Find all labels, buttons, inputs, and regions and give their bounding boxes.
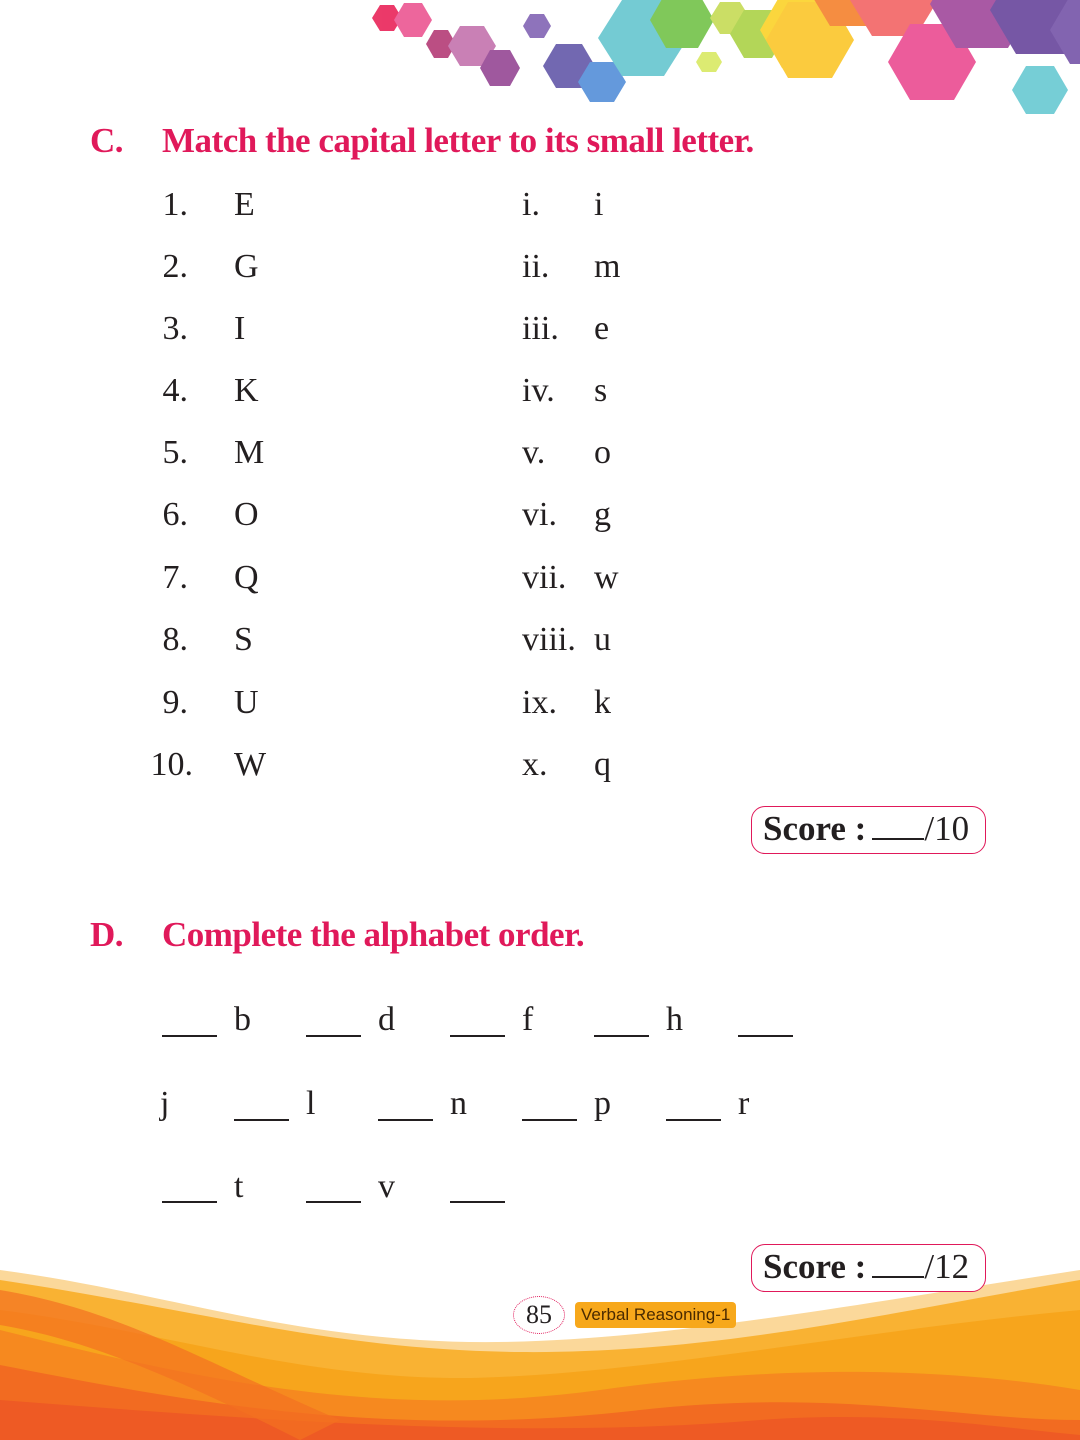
answer-blank[interactable] <box>162 1035 217 1037</box>
given-letter: l <box>306 1085 316 1122</box>
given-letter: n <box>450 1085 467 1122</box>
score-label: Score : <box>763 809 867 848</box>
given-letter: v <box>378 1168 395 1205</box>
roman-numeral: ii. <box>522 248 550 285</box>
row-number: 10. <box>150 746 193 783</box>
book-title-badge: Verbal Reasoning-1 <box>575 1302 736 1328</box>
page-number: 85 <box>513 1296 565 1334</box>
capital-letter: E <box>234 186 255 223</box>
answer-blank[interactable] <box>666 1119 721 1121</box>
small-letter: u <box>594 621 611 658</box>
given-letter: t <box>234 1168 244 1205</box>
capital-letter: G <box>234 248 259 285</box>
given-letter: f <box>522 1001 534 1038</box>
answer-blank[interactable] <box>738 1035 793 1037</box>
row-number: 8. <box>162 621 188 658</box>
roman-numeral: viii. <box>522 621 576 658</box>
row-number: 6. <box>162 496 188 533</box>
capital-letter: O <box>234 496 259 533</box>
section-d-letter: D. <box>90 915 124 954</box>
capital-letter: M <box>234 434 265 471</box>
section-c-title: Match the capital letter to its small letter. <box>162 121 754 160</box>
given-letter: j <box>160 1085 170 1122</box>
small-letter: w <box>594 559 619 596</box>
roman-numeral: iii. <box>522 310 559 347</box>
answer-blank[interactable] <box>306 1035 361 1037</box>
row-number: 5. <box>162 434 188 471</box>
given-letter: p <box>594 1085 611 1122</box>
score-box-c <box>751 806 986 854</box>
score-blank[interactable] <box>872 1246 924 1278</box>
small-letter: m <box>594 248 621 285</box>
score-total: /10 <box>924 809 970 848</box>
answer-blank[interactable] <box>522 1119 577 1121</box>
small-letter: q <box>594 746 611 783</box>
given-letter: h <box>666 1001 683 1038</box>
small-letter: k <box>594 684 611 721</box>
small-letter: g <box>594 496 611 533</box>
capital-letter: U <box>234 684 259 721</box>
row-number: 2. <box>162 248 188 285</box>
answer-blank[interactable] <box>306 1201 361 1203</box>
capital-letter: W <box>234 746 267 783</box>
answer-blank[interactable] <box>450 1035 505 1037</box>
answer-blank[interactable] <box>162 1201 217 1203</box>
row-number: 4. <box>162 372 188 409</box>
capital-letter: K <box>234 372 259 409</box>
header-hexagon-decoration <box>0 0 1080 130</box>
given-letter: b <box>234 1001 251 1038</box>
roman-numeral: v. <box>522 434 546 471</box>
small-letter: e <box>594 310 610 347</box>
score-blank[interactable] <box>872 808 924 840</box>
answer-blank[interactable] <box>450 1201 505 1203</box>
answer-blank[interactable] <box>594 1035 649 1037</box>
row-number: 3. <box>162 310 188 347</box>
roman-numeral: i. <box>522 186 540 223</box>
roman-numeral: x. <box>522 746 548 783</box>
small-letter: o <box>594 434 611 471</box>
roman-numeral: vi. <box>522 496 557 533</box>
score-box-d <box>751 1244 986 1292</box>
section-d-title: Complete the alphabet order. <box>162 915 585 954</box>
capital-letter: Q <box>234 559 259 596</box>
capital-letter: S <box>234 621 253 658</box>
small-letter: s <box>594 372 608 409</box>
small-letter: i <box>594 186 604 223</box>
row-number: 9. <box>162 684 188 721</box>
score-total: /12 <box>924 1247 970 1286</box>
given-letter: d <box>378 1001 395 1038</box>
score-label: Score : <box>763 1247 867 1286</box>
capital-letter: I <box>234 310 246 347</box>
roman-numeral: ix. <box>522 684 557 721</box>
row-number: 1. <box>162 186 188 223</box>
roman-numeral: iv. <box>522 372 555 409</box>
answer-blank[interactable] <box>378 1119 433 1121</box>
answer-blank[interactable] <box>234 1119 289 1121</box>
row-number: 7. <box>162 559 188 596</box>
given-letter: r <box>738 1085 750 1122</box>
roman-numeral: vii. <box>522 559 567 596</box>
section-c-letter: C. <box>90 121 124 160</box>
